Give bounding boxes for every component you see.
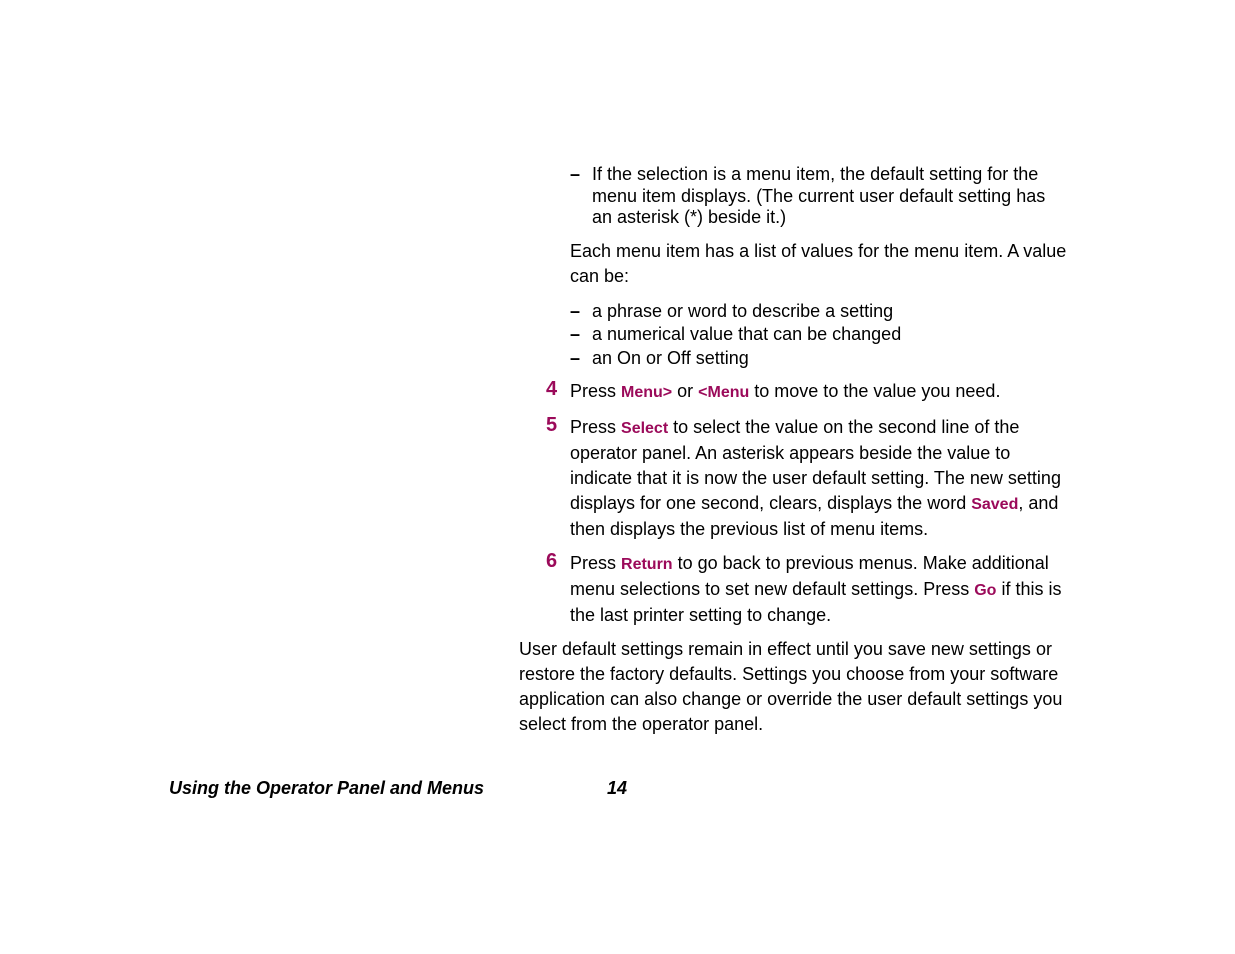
saved-message: Saved bbox=[971, 496, 1019, 513]
step-number: 5 bbox=[546, 414, 558, 436]
bullet-dash: – bbox=[570, 164, 581, 184]
value-option-text: a phrase or word to describe a setting bbox=[592, 301, 894, 321]
closing-line: application can also change or override the user default settings you bbox=[519, 689, 1063, 709]
value-option-text: a numerical value that can be changed bbox=[592, 324, 902, 344]
step-line: then displays the previous list of menu items. bbox=[570, 519, 929, 539]
go-key: Go bbox=[974, 582, 997, 599]
closing-line: restore the factory defaults. Settings you choose from your software bbox=[519, 664, 1059, 684]
step-text-part: if this is bbox=[996, 579, 1062, 599]
step-line: indicate that it is now the user default setting. The new setting bbox=[570, 468, 1061, 488]
menu-next-key: Menu> bbox=[621, 384, 673, 401]
return-key: Return bbox=[621, 556, 673, 573]
step-line bbox=[570, 577, 1082, 603]
footer-title: Using the Operator Panel and Menus bbox=[169, 778, 485, 798]
step-line: operator panel. An asterisk appears beside the value to bbox=[570, 443, 1011, 463]
bullet-line: If the selection is a menu item, the default setting for the bbox=[592, 164, 1039, 184]
step-text-part: menu selections to set new default settings. Press bbox=[570, 579, 975, 599]
step-number: 4 bbox=[546, 378, 558, 400]
values-intro-line: Each menu item has a list of values for the menu item. A value bbox=[570, 241, 1067, 261]
step-line bbox=[570, 551, 1082, 577]
closing-paragraph bbox=[519, 637, 1089, 737]
bullet-line: menu item displays. (The current user default setting has bbox=[592, 185, 1046, 206]
values-intro-paragraph bbox=[570, 239, 1090, 289]
step-text-part: to select the value on the second line of the bbox=[668, 417, 1020, 437]
step-line bbox=[570, 491, 1082, 517]
step-text-part: Press bbox=[570, 553, 622, 573]
menu-item-default-bullet bbox=[570, 164, 1080, 230]
value-option bbox=[570, 324, 1080, 347]
page-number: 14 bbox=[607, 778, 628, 798]
step-text bbox=[570, 415, 1082, 542]
step-text-part: Press bbox=[570, 381, 622, 401]
step-text-part: , and bbox=[1018, 493, 1059, 513]
step-4 bbox=[546, 379, 1086, 405]
step-text-part: to move to the value you need. bbox=[749, 381, 1001, 401]
value-option bbox=[570, 348, 1080, 371]
value-option-text: an On or Off setting bbox=[592, 348, 749, 368]
menu-prev-key: <Menu bbox=[698, 384, 750, 401]
step-number: 6 bbox=[546, 550, 558, 572]
bullet-dash: – bbox=[570, 348, 581, 368]
closing-line: User default settings remain in effect until you save new settings or bbox=[519, 639, 1052, 659]
values-intro-line: can be: bbox=[570, 266, 630, 286]
step-6 bbox=[546, 551, 1086, 629]
closing-line: select from the operator panel. bbox=[519, 714, 764, 734]
step-5 bbox=[546, 415, 1086, 543]
step-line: the last printer setting to change. bbox=[570, 605, 832, 625]
bullet-text bbox=[592, 164, 1082, 229]
bullet-line: an asterisk (*) beside it.) bbox=[592, 207, 787, 227]
value-option bbox=[570, 301, 1080, 324]
bullet-dash: – bbox=[570, 324, 581, 344]
step-line bbox=[570, 415, 1082, 441]
bullet-dash: – bbox=[570, 301, 581, 321]
step-text bbox=[570, 379, 1082, 405]
step-text bbox=[570, 551, 1082, 628]
step-text-part: displays for one second, clears, displays the word bbox=[570, 493, 972, 513]
select-key: Select bbox=[621, 420, 669, 437]
step-text-part: Press bbox=[570, 417, 622, 437]
step-text-part: or bbox=[672, 381, 699, 401]
step-text-part: to go back to previous menus. Make additional bbox=[672, 553, 1049, 573]
